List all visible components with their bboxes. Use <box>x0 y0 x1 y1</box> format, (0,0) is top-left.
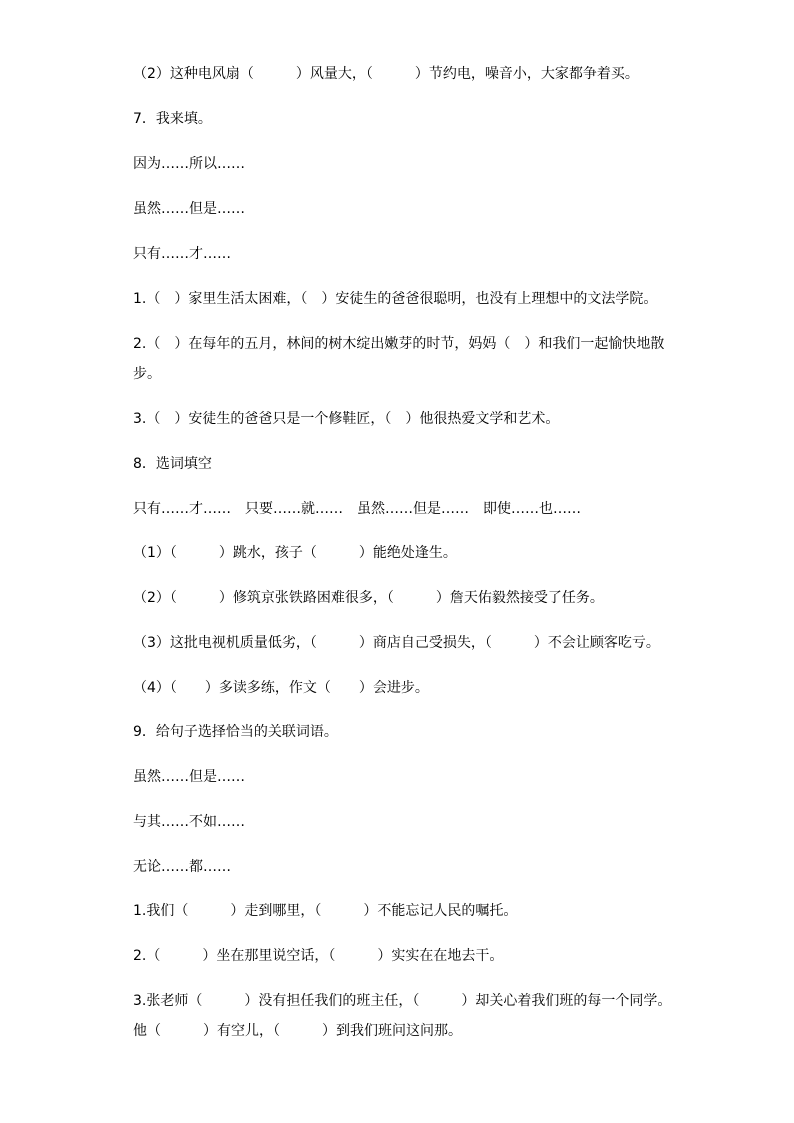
q9-option-1: 虽然……但是…… <box>133 769 245 785</box>
q8-item-1: （1）（ ）跳水，孩子（ ）能绝处逢生。 <box>133 545 457 561</box>
q7-item-2: 2.（ ）在每年的五月，林间的树木绽出嫩芽的时节，妈妈（ ）和我们一起愉快地散 <box>133 336 665 352</box>
q8-word-bank: 只有……才…… 只要……就…… 虽然……但是…… 即使……也…… <box>133 501 581 517</box>
q7-heading: 7．我来填。 <box>133 111 212 127</box>
q9-heading: 9．给句子选择恰当的关联词语。 <box>133 724 338 740</box>
q9-item-2: 2.（ ）坐在那里说空话，（ ）实实在在地去干。 <box>133 948 504 964</box>
q7-item-3: 3.（ ）安徒生的爸爸只是一个修鞋匠，（ ）他很热爱文学和艺术。 <box>133 411 560 427</box>
q8-heading: 8．选词填空 <box>133 456 212 472</box>
q8-item-3: （3）这批电视机质量低劣，（ ）商店自己受损失，（ ）不会让顾客吃亏。 <box>133 635 660 651</box>
q6-item-2: （2）这种电风扇（ ）风量大，（ ）节约电，噪音小，大家都争着买。 <box>133 66 639 82</box>
q8-item-4: （4）（ ）多读多练，作文（ ）会进步。 <box>133 680 429 696</box>
q7-option-2: 虽然……但是…… <box>133 201 245 217</box>
q7-option-1: 因为……所以…… <box>133 156 245 172</box>
q9-option-3: 无论……都…… <box>133 859 231 875</box>
q9-item-3: 3.张老师（ ）没有担任我们的班主任，（ ）却关心着我们班的每一个同学。 <box>133 993 672 1009</box>
q7-option-3: 只有……才…… <box>133 246 231 262</box>
q8-item-2: （2）（ ）修筑京张铁路困难很多，（ ）詹天佑毅然接受了任务。 <box>133 590 604 606</box>
q9-item-3-cont: 他（ ）有空儿，（ ）到我们班问这问那。 <box>133 1023 462 1039</box>
q7-item-2-cont: 步。 <box>133 366 161 382</box>
q9-option-2: 与其……不如…… <box>133 814 245 830</box>
q7-item-1: 1.（ ）家里生活太困难，（ ）安徒生的爸爸很聪明，也没有上理想中的文法学院。 <box>133 291 658 307</box>
q9-item-1: 1.我们（ ）走到哪里，（ ）不能忘记人民的嘱托。 <box>133 903 518 919</box>
